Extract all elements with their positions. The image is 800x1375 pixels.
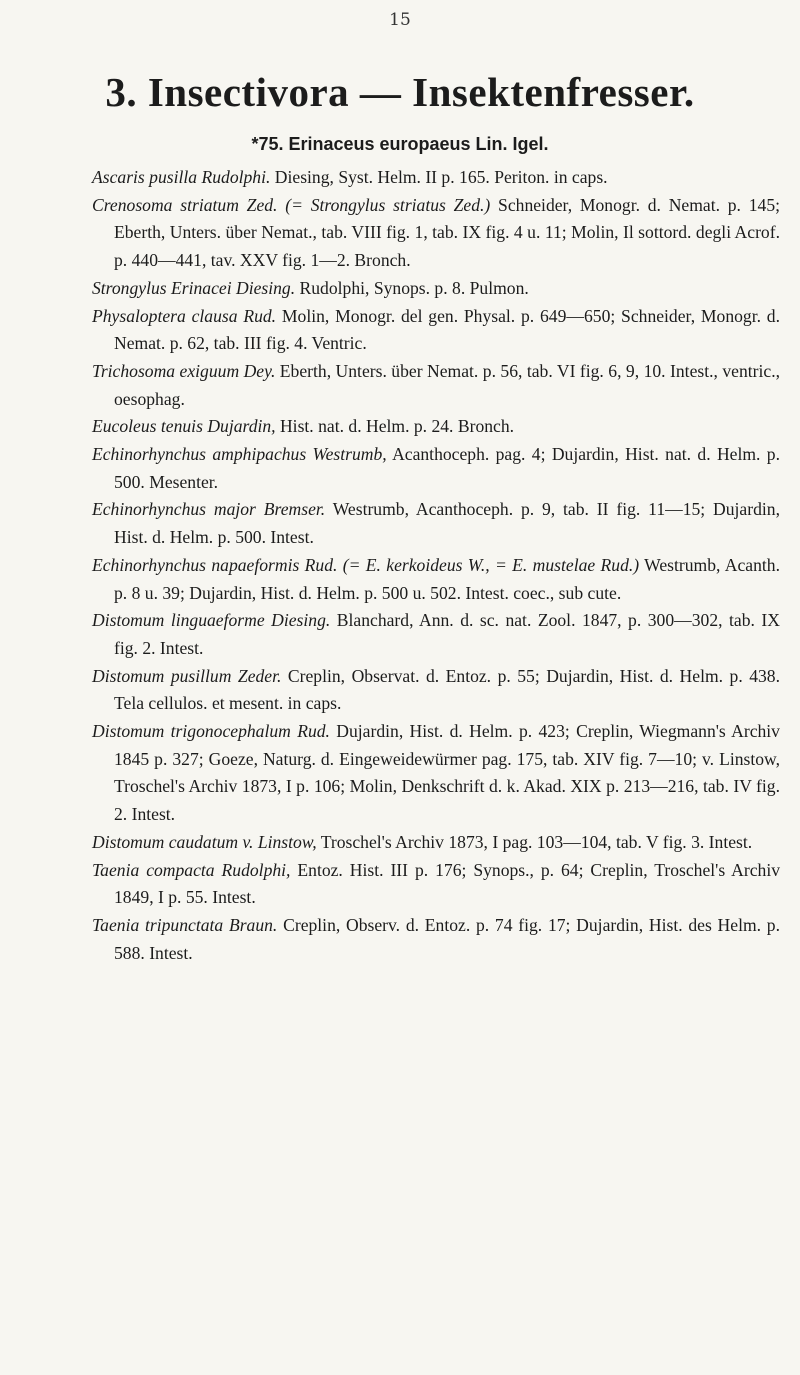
entry-name: Taenia compacta Rudolphi, bbox=[92, 859, 291, 880]
entry-text: Westrumb, Acanth. p. 8 u. 39; Dujardin, Hist. d. Helm. p. 500 u. 502. Intest. coec., sub cute. bbox=[114, 554, 780, 603]
parasite-entry-list bbox=[92, 164, 780, 967]
entry bbox=[92, 607, 780, 662]
section-heading: 3. Insectivora — Insektenfresser. bbox=[105, 69, 695, 115]
entry-text: Eberth, Unters. über Nemat. p. 56, tab. VI fig. 6, 9, 10. Intest., ventric., oesophag. bbox=[114, 360, 780, 409]
entry-name: Echinorhynchus amphipachus Westrumb, bbox=[92, 444, 387, 465]
entry-text: Westrumb, Acanthoceph. p. 9, tab. II fig. 11—15; Dujardin, Hist. d. Helm. p. 500. Intest. bbox=[114, 499, 780, 548]
entry bbox=[92, 912, 780, 967]
entry-name: Crenosoma striatum Zed. (= Strongylus striatus Zed.) bbox=[92, 194, 491, 215]
entry bbox=[92, 857, 780, 912]
entry bbox=[92, 303, 780, 358]
entry bbox=[92, 552, 780, 607]
entry-text: Creplin, Observ. d. Entoz. p. 74 fig. 17; Dujardin, Hist. des Helm. p. 588. Intest. bbox=[114, 914, 780, 963]
entry-name: Distomum pusillum Zeder. bbox=[92, 665, 282, 686]
entry bbox=[92, 663, 780, 718]
entry bbox=[92, 829, 780, 857]
entry-name: Physaloptera clausa Rud. bbox=[92, 305, 277, 326]
entry-text: Dujardin, Hist. d. Helm. p. 423; Creplin, Wiegmann's Archiv 1845 p. 327; Goeze, Naturg. d. Eingeweidewürmer pag. 175, tab. XIV fig. 7—10; v. Linstow, Troschel's Archiv 1873, I p. 106; Molin, Denkschrift d. k. Akad. XIX p. 213—216, tab. IV fig. 2. Intest. bbox=[114, 721, 780, 825]
entry-text: Diesing, Syst. Helm. II p. 165. Periton. in caps. bbox=[270, 167, 608, 187]
entry-name: Echinorhynchus major Bremser. bbox=[92, 499, 326, 520]
entry-name: Distomum caudatum v. Linstow, bbox=[92, 831, 317, 852]
entry-text: Hist. nat. d. Helm. p. 24. Bronch. bbox=[275, 416, 515, 437]
entry-name: Strongylus Erinacei Diesing. bbox=[92, 277, 296, 298]
entry-name: Ascaris pusilla Rudolphi. bbox=[92, 167, 271, 187]
entry-text: Creplin, Observat. d. Entoz. p. 55; Dujardin, Hist. d. Helm. p. 438. Tela cellulos. et mesent. in caps. bbox=[114, 665, 780, 714]
entry bbox=[92, 413, 780, 441]
entry-name: Distomum linguaeforme Diesing. bbox=[92, 610, 331, 631]
entry-text: Blanchard, Ann. d. sc. nat. Zool. 1847, p. 300—302, tab. IX fig. 2. Intest. bbox=[114, 610, 780, 658]
entry-name: Echinorhynchus napaeformis Rud. (= E. kerkoideus W., = E. mustelae Rud.) bbox=[92, 554, 640, 575]
entry bbox=[92, 358, 780, 413]
page-number: 15 bbox=[389, 10, 411, 30]
entry-text: Molin, Monogr. del gen. Physal. p. 649—650; Schneider, Monogr. d. Nemat. p. 62, tab. III fig. 4. Ventric. bbox=[114, 305, 780, 354]
entry bbox=[92, 441, 780, 496]
entry-text: Rudolphi, Synops. p. 8. Pulmon. bbox=[295, 277, 529, 298]
entry-text: Troschel's Archiv 1873, I pag. 103—104, tab. V fig. 3. Intest. bbox=[316, 831, 753, 852]
entry-text: Schneider, Monogr. d. Nemat. p. 145; Eberth, Unters. über Nemat., tab. VIII fig. 1, tab. IX fig. 4 u. 11; Molin, Il sottord. degli Acrof. p. 440—441, tav. XXV fig. 1—2. Bronch. bbox=[114, 194, 780, 271]
entry bbox=[92, 496, 780, 551]
entry-name: Trichosoma exiguum Dey. bbox=[92, 360, 276, 381]
entry-name: Distomum trigonocephalum Rud. bbox=[92, 721, 330, 742]
entry bbox=[92, 718, 780, 829]
entry bbox=[92, 164, 780, 192]
species-heading: *75. Erinaceus europaeus Lin. Igel. bbox=[251, 134, 549, 154]
entry-text: Acanthoceph. pag. 4; Dujardin, Hist. nat. d. Helm. p. 500. Mesenter. bbox=[114, 444, 781, 492]
entry bbox=[92, 192, 780, 275]
entry-text: Entoz. Hist. III p. 176; Synops., p. 64; Creplin, Troschel's Archiv 1849, I p. 55. Intest. bbox=[114, 859, 781, 908]
entry-name: Taenia tripunctata Braun. bbox=[92, 914, 278, 935]
entry bbox=[92, 275, 780, 303]
entry-name: Eucoleus tenuis Dujardin, bbox=[92, 416, 276, 437]
